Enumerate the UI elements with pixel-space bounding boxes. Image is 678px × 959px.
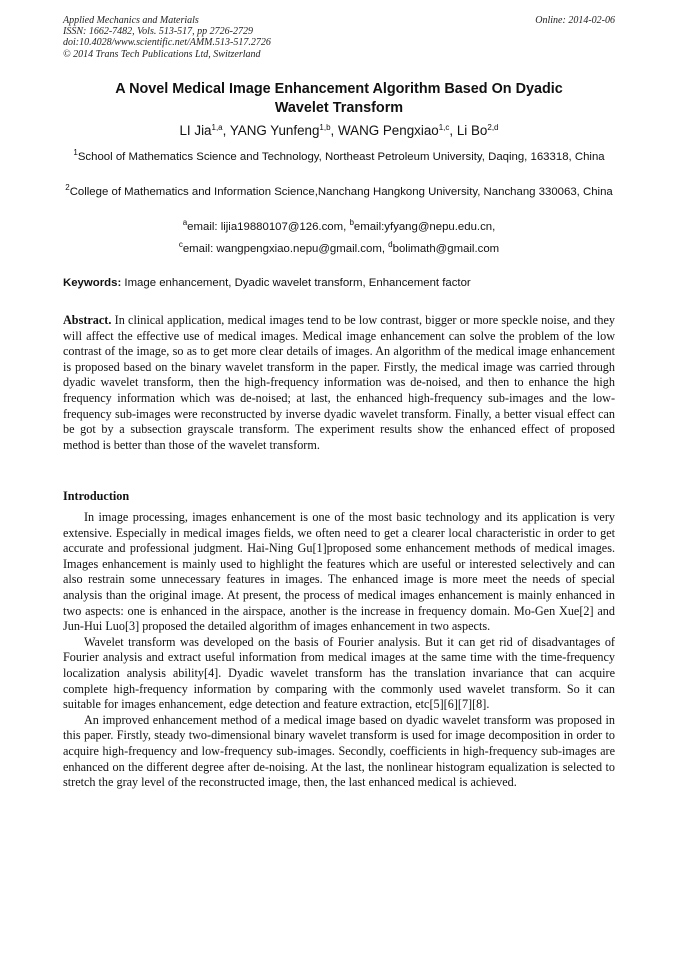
email-superscript: d (388, 240, 393, 249)
keywords (63, 276, 615, 291)
author-separator: , (330, 123, 338, 138)
doi-line: doi:10.4028/www.scientific.net/AMM.513-517.2726 (63, 37, 271, 49)
paragraph: Wavelet transform was developed on the basis of Fourier analysis. But it can get rid of disadvantages of Fourier analysis and extract useful information from medical images at the same time with the time-frequency localization analysis ability[4]. Dyadic wavelet transform has the translation invariance that can acquire complete high-frequency information by comparing with the commonly used wavelet transform. So it can suitable for images enhancement, edge detection and feature extraction, etc[5][6][7][8]. (63, 634, 615, 712)
author-superscript: 1,b (319, 123, 331, 132)
paper-title (63, 80, 615, 118)
email-line-1 (63, 220, 615, 235)
author-separator: , (449, 123, 457, 138)
email-superscript: a (182, 218, 188, 227)
introduction-heading: Introduction (63, 489, 130, 503)
affiliation-1 (63, 150, 615, 166)
email-text: email: lijia19880107@126.com, (187, 221, 350, 233)
online-date: Online: 2014-02-06 (535, 15, 615, 26)
journal-name: Applied Mechanics and Materials (63, 15, 199, 26)
email-superscript: c (178, 240, 183, 249)
author-separator: , (222, 123, 230, 138)
affiliation-superscript: 1 (73, 148, 78, 157)
email-line-2 (63, 242, 615, 257)
author-name: YANG Yunfeng (229, 123, 320, 138)
paragraph: In image processing, images enhancement is one of the most basic technology and its application is very extensive. Especially in medical images fields, we often need to get a clearer local characteristic in order to get accurate and professional judgment. Hai-Ning Gu[1]proposed some enhancement methods of medical images. Images enhancement is mainly used to highlight the features which are useful or interested selectively and can also restrain some unnecessary features in images. The enhanced image is more meet the needs of special analysis than the original image. At present, the process of medical images enhancement is mainly enhanced in two aspects: one is enhanced in the airspace, another is the increase in frequency domain. Mo-Gen Xue[2] and Jun-Hui Luo[3] proposed the detailed algorithm of images enhancement in two aspects. (63, 510, 615, 634)
author-superscript: 1,a (211, 123, 223, 132)
keywords-label: Keywords: (63, 277, 122, 289)
copyright-line: © 2014 Trans Tech Publications Ltd, Switzerland (63, 48, 261, 60)
email-text: email: wangpengxiao.nepu@gmail.com, (182, 243, 389, 255)
abstract-text: In clinical application, medical images tend to be low contrast, bigger or more speckle noise, and they will affect the effective use of medical images. Medical image enhancement can solve the problem of the low contrast of the image, so as to get more clear details of images. An algorithm of the medical image enhancement is proposed based on the binary wavelet transform in the paper. Firstly, the medical image was carried through dyadic wavelet transform, then the high-frequency information was de-noised, and then to enhance the high frequency information which was de-noised; at last, the enhanced high-frequency sub-images and the low-frequency sub-images were reconstructed by inverse dyadic wavelet transform. Finally, a better visual effect can be got by a subsection grayscale transform. The experiment results show the enhanced effect of proposed method is better than those of the wavelet transform. (63, 313, 615, 452)
affiliation-text: College of Mathematics and Information Science,Nanchang Hangkong University, Nanchang 330063, China (69, 186, 613, 198)
keywords-text: Image enhancement, Dyadic wavelet transform, Enhancement factor (121, 277, 471, 289)
paragraph: An improved enhancement method of a medical image based on dyadic wavelet transform was proposed in this paper. Firstly, steady two-dimensional binary wavelet transform is used for image decomposition in order to acquire high-frequency and low-frequency sub-images. Secondly, coefficients in high-frequency sub-images are enhanced on the different degree after de-noising. At the last, the nonlinear histogram equalization is selected to stretch the gray level of the reconstructed image, then, the last enhanced medical is achieved. (63, 712, 615, 790)
affiliation-superscript: 2 (65, 183, 70, 192)
author-name: Li Bo (456, 123, 488, 138)
author-superscript: 2,d (487, 123, 499, 132)
introduction-body (63, 510, 615, 791)
title-line-1: A Novel Medical Image Enhancement Algorithm Based On Dyadic (115, 81, 563, 97)
affiliation-text: School of Mathematics Science and Technology, Northeast Petroleum University, Daqing, 163318, China (77, 151, 605, 163)
title-line-2: Wavelet Transform (274, 100, 404, 116)
author-name: WANG Pengxiao (338, 123, 439, 138)
email-text: bolimath@gmail.com (392, 243, 500, 255)
affiliation-2 (63, 185, 615, 201)
author-list (63, 122, 615, 140)
abstract-label: Abstract. (63, 313, 112, 327)
abstract (63, 313, 615, 453)
email-text: email:yfyang@nepu.edu.cn, (353, 221, 496, 233)
author-name: LI Jia (179, 123, 212, 138)
author-superscript: 1,c (438, 123, 450, 132)
journal-header (63, 15, 271, 60)
issn-line: ISSN: 1662-7482, Vols. 513-517, pp 2726-2729 (63, 26, 253, 38)
email-superscript: b (349, 218, 354, 227)
